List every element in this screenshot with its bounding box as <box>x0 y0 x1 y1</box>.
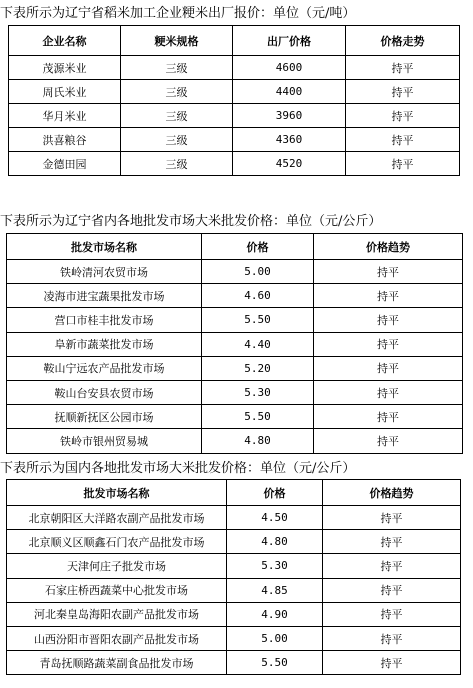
grade-cell: 三级 <box>121 104 233 128</box>
table-row <box>7 308 463 332</box>
market-name-cell: 山西汾阳市晋阳农副产品批发市场 <box>7 626 227 650</box>
column-header: 价格趋势 <box>314 234 463 260</box>
price-cell: 4.90 <box>227 602 323 626</box>
table-row <box>7 506 461 530</box>
price-cell: 4600 <box>233 56 346 80</box>
market-name-cell: 北京朝阳区大洋路农副产品批发市场 <box>7 506 227 530</box>
table-row <box>7 554 461 578</box>
company-name-cell: 周氏米业 <box>9 80 121 104</box>
table-row <box>9 104 460 128</box>
market-name-cell: 阜新市蔬菜批发市场 <box>7 332 202 356</box>
table-row <box>9 56 460 80</box>
table-row <box>7 332 463 356</box>
trend-cell: 持平 <box>323 530 461 554</box>
market-name-cell: 鞍山宁远农产品批发市场 <box>7 356 202 380</box>
trend-cell: 持平 <box>314 356 463 380</box>
column-header: 批发市场名称 <box>7 234 202 260</box>
table-row <box>7 530 461 554</box>
column-header: 价格 <box>227 480 323 506</box>
trend-cell: 持平 <box>323 506 461 530</box>
trend-cell: 持平 <box>346 152 460 176</box>
table-row <box>7 284 463 308</box>
price-cell: 5.50 <box>202 308 314 332</box>
table-row <box>7 380 463 404</box>
price-cell: 4.80 <box>227 530 323 554</box>
column-header: 企业名称 <box>9 26 121 56</box>
trend-cell: 持平 <box>323 602 461 626</box>
section1-caption: 下表所示为辽宁省稻米加工企业粳米出厂报价：单位（元/吨） <box>0 6 356 21</box>
table-row <box>9 152 460 176</box>
price-cell: 5.50 <box>227 651 323 675</box>
price-cell: 4.80 <box>202 429 314 453</box>
table-row <box>7 405 463 429</box>
trend-cell: 持平 <box>323 554 461 578</box>
table-header-row <box>9 26 460 56</box>
trend-cell: 持平 <box>346 128 460 152</box>
liaoning-wholesale-price-table <box>6 233 463 454</box>
table-row <box>9 128 460 152</box>
trend-cell: 持平 <box>314 405 463 429</box>
table-row <box>7 651 461 675</box>
price-cell: 4400 <box>233 80 346 104</box>
trend-cell: 持平 <box>314 429 463 453</box>
price-cell: 4.60 <box>202 284 314 308</box>
market-name-cell: 营口市桂丰批发市场 <box>7 308 202 332</box>
trend-cell: 持平 <box>346 104 460 128</box>
price-cell: 5.30 <box>227 554 323 578</box>
table-header-row <box>7 234 463 260</box>
market-name-cell: 鞍山台安县农贸市场 <box>7 380 202 404</box>
price-cell: 4360 <box>233 128 346 152</box>
column-header: 价格走势 <box>346 26 460 56</box>
section3-caption: 下表所示为国内各地批发市场大米批发价格：单位（元/公斤） <box>0 461 356 476</box>
column-header: 价格 <box>202 234 314 260</box>
price-cell: 5.20 <box>202 356 314 380</box>
market-name-cell: 北京顺义区顺鑫石门农产品批发市场 <box>7 530 227 554</box>
table-row <box>7 602 461 626</box>
price-cell: 3960 <box>233 104 346 128</box>
column-header: 出厂价格 <box>233 26 346 56</box>
trend-cell: 持平 <box>346 80 460 104</box>
price-cell: 5.30 <box>202 380 314 404</box>
trend-cell: 持平 <box>323 651 461 675</box>
trend-cell: 持平 <box>314 284 463 308</box>
table-row <box>9 80 460 104</box>
table-header-row <box>7 480 461 506</box>
price-cell: 5.50 <box>202 405 314 429</box>
market-name-cell: 铁岭市银州贸易城 <box>7 429 202 453</box>
trend-cell: 持平 <box>314 380 463 404</box>
grade-cell: 三级 <box>121 152 233 176</box>
section2-caption: 下表所示为辽宁省内各地批发市场大米批发价格：单位（元/公斤） <box>0 214 382 229</box>
market-name-cell: 铁岭清河农贸市场 <box>7 260 202 284</box>
market-name-cell: 石家庄桥西蔬菜中心批发市场 <box>7 578 227 602</box>
table-row <box>7 260 463 284</box>
market-name-cell: 凌海市进宝蔬果批发市场 <box>7 284 202 308</box>
table-row <box>7 626 461 650</box>
market-name-cell: 抚顺新抚区公园市场 <box>7 405 202 429</box>
rice-factory-price-table <box>8 25 460 176</box>
table-row <box>7 429 463 453</box>
grade-cell: 三级 <box>121 80 233 104</box>
market-name-cell: 河北秦皇岛海阳农副产品批发市场 <box>7 602 227 626</box>
price-cell: 5.00 <box>202 260 314 284</box>
table-row <box>7 356 463 380</box>
trend-cell: 持平 <box>346 56 460 80</box>
trend-cell: 持平 <box>314 332 463 356</box>
company-name-cell: 华月米业 <box>9 104 121 128</box>
price-cell: 4.40 <box>202 332 314 356</box>
price-cell: 4.50 <box>227 506 323 530</box>
national-wholesale-price-table <box>6 479 461 675</box>
company-name-cell: 洪喜粮谷 <box>9 128 121 152</box>
market-name-cell: 天津何庄子批发市场 <box>7 554 227 578</box>
trend-cell: 持平 <box>314 260 463 284</box>
trend-cell: 持平 <box>323 578 461 602</box>
grade-cell: 三级 <box>121 128 233 152</box>
company-name-cell: 金德田园 <box>9 152 121 176</box>
trend-cell: 持平 <box>314 308 463 332</box>
price-cell: 4520 <box>233 152 346 176</box>
trend-cell: 持平 <box>323 626 461 650</box>
column-header: 批发市场名称 <box>7 480 227 506</box>
price-cell: 4.85 <box>227 578 323 602</box>
column-header: 价格趋势 <box>323 480 461 506</box>
market-name-cell: 青岛抚顺路蔬菜副食品批发市场 <box>7 651 227 675</box>
table-row <box>7 578 461 602</box>
grade-cell: 三级 <box>121 56 233 80</box>
column-header: 粳米规格 <box>121 26 233 56</box>
price-cell: 5.00 <box>227 626 323 650</box>
company-name-cell: 茂源米业 <box>9 56 121 80</box>
